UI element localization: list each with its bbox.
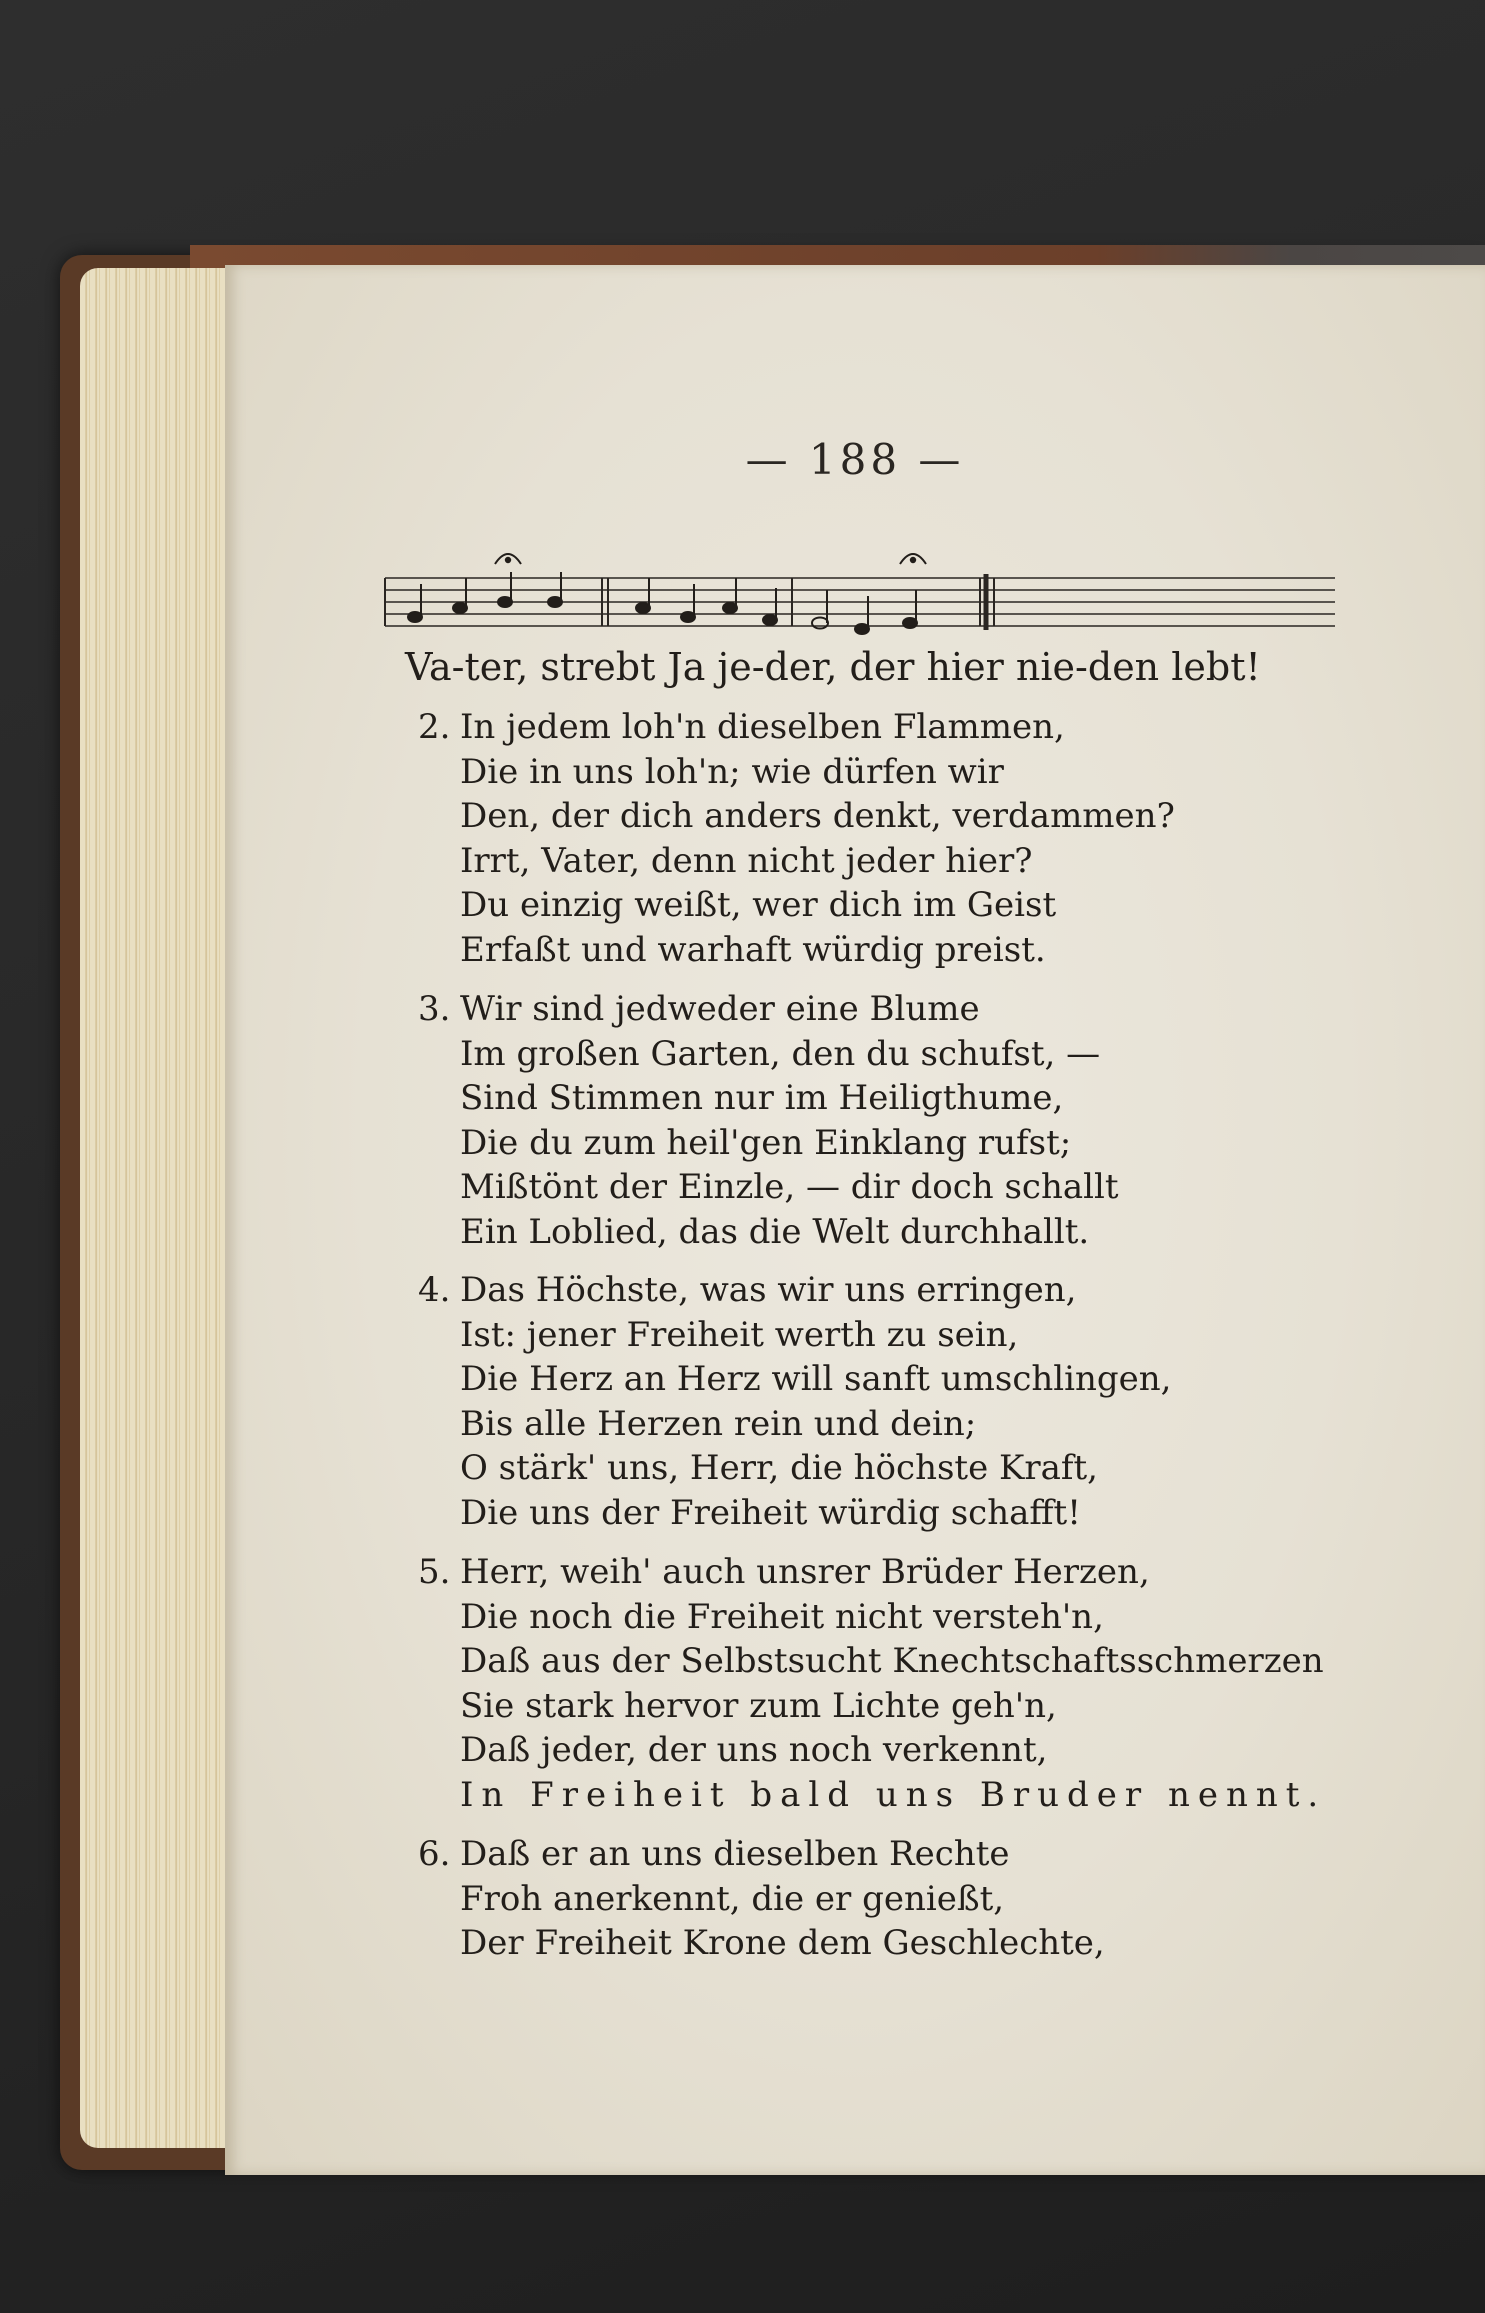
- verse-line: 6. Daß er an uns dieselben Rechte: [460, 1832, 1460, 1877]
- verse-line: Der Freiheit Krone dem Geschlechte,: [460, 1923, 1105, 1963]
- music-lyric: Va-ter, strebt Ja je-der, der hier nie-den lebt!: [405, 645, 1261, 689]
- note: [812, 618, 828, 629]
- note: [903, 618, 917, 628]
- verse-line: Bis alle Herzen rein und dein;: [460, 1403, 977, 1444]
- verse-line: Erfaßt und warhaft würdig preist.: [460, 929, 1046, 970]
- note: [548, 597, 562, 607]
- note: [408, 612, 422, 622]
- verse-line: Die Herz an Herz will sanft umschlingen,: [460, 1359, 1172, 1399]
- note: [723, 603, 737, 613]
- note: [681, 612, 695, 622]
- verse-line: Froh anerkennt, die er genießt,: [460, 1878, 1005, 1919]
- page-edges: [80, 268, 240, 2148]
- verse-line: O stärk' uns, Herr, die höchste Kraft,: [460, 1448, 1098, 1488]
- verse-number: 2.: [418, 707, 451, 747]
- verse-line: 2. In jedem loh'n dieselben Flammen,: [460, 705, 1460, 750]
- verse-line: Die noch die Freiheit nicht versteh'n,: [460, 1596, 1104, 1637]
- verse-line: Mißtönt der Einzle, — dir doch schallt: [460, 1167, 1119, 1207]
- verse-line: Ist: jener Freiheit werth zu sein,: [460, 1314, 1019, 1355]
- notes: [408, 572, 917, 634]
- verse-line: Die du zum heil'gen Einklang rufst;: [460, 1122, 1072, 1163]
- verse-line: In Freiheit bald uns Bruder nennt.: [460, 1774, 1327, 1815]
- verse-number: 4.: [418, 1270, 451, 1310]
- verse-line: 5. Herr, weih' auch unsrer Brüder Herzen,: [460, 1550, 1460, 1595]
- verse-2: [418, 705, 1460, 972]
- verse-number: 3.: [418, 989, 451, 1029]
- note: [855, 624, 869, 634]
- verse-line: Die in uns loh'n; wie dürfen wir: [460, 751, 1004, 792]
- note: [498, 597, 512, 607]
- verse-3: [418, 987, 1460, 1254]
- note: [453, 603, 467, 613]
- note: [636, 603, 650, 613]
- verse-4: [418, 1268, 1460, 1535]
- verse-line: Daß aus der Selbstsucht Knechtschaftsschmerzen: [460, 1641, 1324, 1681]
- page-number: — 188 —: [745, 435, 965, 484]
- verse-line: Im großen Garten, den du schufst, —: [460, 1033, 1101, 1074]
- verse-line: Sie stark hervor zum Lichte geh'n,: [460, 1685, 1057, 1726]
- book-page: [225, 265, 1485, 2175]
- verse-line: 3. Wir sind jedweder eine Blume: [460, 987, 1460, 1032]
- verse-number: 6.: [418, 1834, 451, 1874]
- verse-number: 5.: [418, 1552, 451, 1592]
- verse-line: Ein Loblied, das die Welt durchhallt.: [460, 1211, 1090, 1252]
- verse-line: Irrt, Vater, denn nicht jeder hier?: [460, 840, 1033, 881]
- fermata-icon: [495, 554, 926, 564]
- verse-line: Die uns der Freiheit würdig schafft!: [460, 1492, 1081, 1533]
- verse-5: [418, 1550, 1460, 1817]
- verse-line: Daß jeder, der uns noch verkennt,: [460, 1730, 1048, 1770]
- verse-line: 4. Das Höchste, was wir uns erringen,: [460, 1268, 1460, 1313]
- verse-line: Du einzig weißt, wer dich im Geist: [460, 885, 1057, 925]
- staff-lines: [385, 578, 1335, 626]
- note: [763, 615, 777, 625]
- verse-line: Sind Stimmen nur im Heiligthume,: [460, 1078, 1064, 1118]
- verse-6: [418, 1832, 1460, 1966]
- music-staff: [380, 520, 1340, 655]
- verse-line: Den, der dich anders denkt, verdammen?: [460, 796, 1175, 836]
